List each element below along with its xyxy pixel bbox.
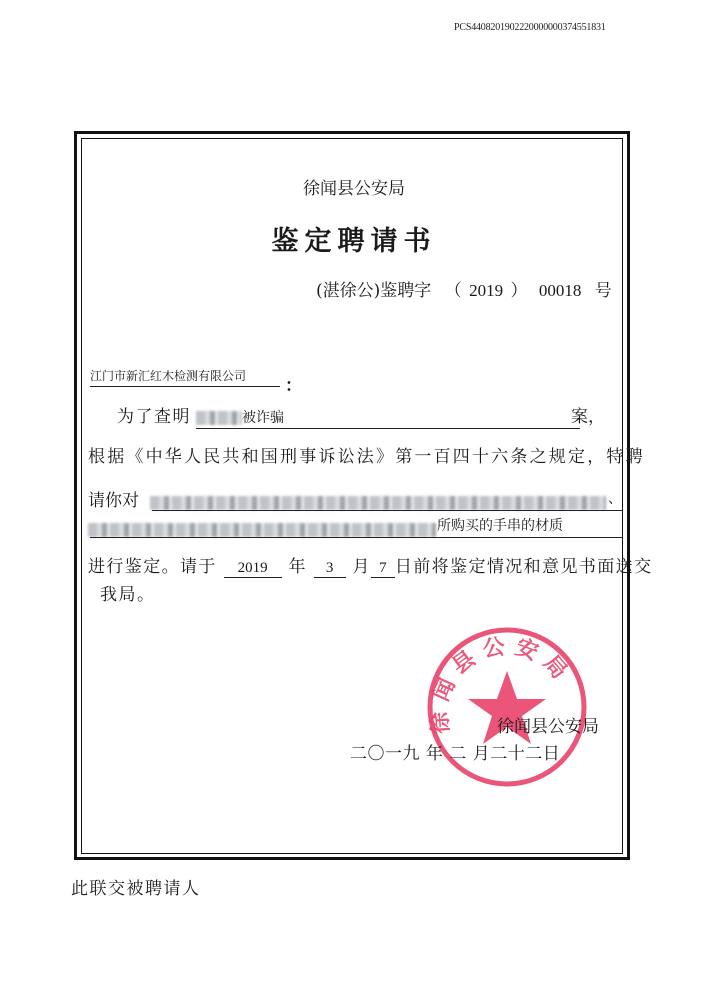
deadline-year: 2019: [224, 560, 282, 578]
item-underline-2: [90, 537, 622, 538]
recipient-name: 江门市新汇红木检测有限公司: [90, 369, 247, 383]
reference-year: 2019: [469, 281, 504, 300]
reference-prefix: (湛徐公)鉴聘字: [316, 281, 432, 301]
body-line4-visible: 所购买的手串的材质: [437, 518, 563, 534]
document-code: PCS4408201902220000000374551831: [454, 22, 606, 33]
line5-prefix: 进行鉴定。请于: [88, 557, 217, 577]
redacted-block: [88, 523, 436, 537]
month-char: 月: [352, 557, 371, 577]
case-underline: [196, 428, 580, 429]
body-line3-prefix: 请你对: [88, 491, 139, 511]
redacted-name: [196, 411, 242, 425]
reference-suffix: 号: [594, 281, 612, 301]
case-description: [196, 407, 284, 427]
issuing-agency: 徐闻县公安局: [303, 179, 405, 199]
line5-suffix: 日前将鉴定情况和意见书面送交: [394, 557, 653, 577]
redacted-names-row2: [88, 519, 436, 538]
reference-year-close: ）: [510, 281, 528, 301]
signature-date: 二〇一九 年 二 月二十二日: [350, 744, 561, 764]
year-char: 年: [288, 557, 307, 577]
case-description-suffix: 被诈骗: [242, 410, 284, 426]
redacted-names-row1: [150, 492, 606, 511]
reference-year-open: （: [444, 281, 462, 301]
reference-number-value: 00018: [538, 281, 582, 300]
reference-number: [316, 276, 612, 301]
recipient-underline: [90, 386, 280, 387]
item-underline-1: [152, 510, 622, 511]
deadline-day: 7: [371, 560, 395, 578]
recipient-colon: ：: [285, 376, 302, 396]
svg-text:徐闻县公安局: 徐闻县公安局: [427, 633, 577, 735]
case-label: 案，: [571, 407, 605, 427]
redacted-block: [150, 496, 606, 510]
official-seal-icon: [424, 624, 590, 790]
signature-agency: 徐闻县公安局: [497, 717, 599, 737]
deadline-month: 3: [314, 560, 346, 578]
body-line1-prefix: 为了查明: [117, 407, 191, 427]
body-line6: 我局。: [100, 585, 156, 605]
body-line2: 根据《中华人民共和国刑事诉讼法》第一百四十六条之规定，特聘: [88, 447, 645, 467]
body-line3-tail: 、: [608, 491, 622, 507]
footer-note: 此联交被聘请人: [71, 879, 201, 899]
document-title: 鉴定聘请书: [271, 226, 437, 257]
body-line5: [88, 552, 652, 578]
